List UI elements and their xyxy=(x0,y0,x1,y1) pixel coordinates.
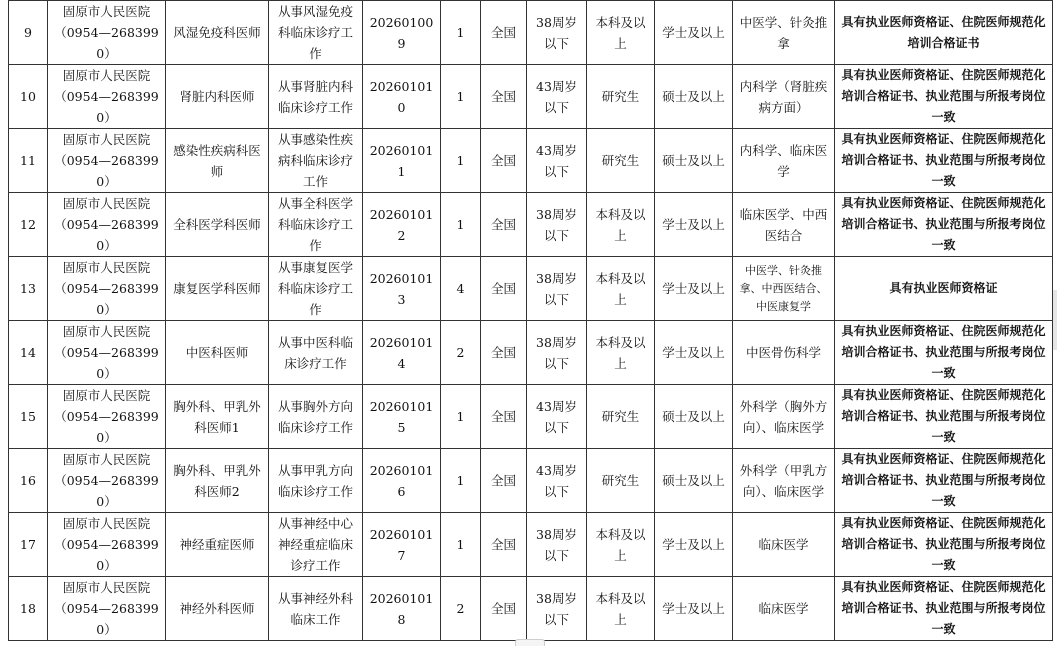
scrollbar-edge[interactable] xyxy=(1053,290,1057,350)
row-number: 13 xyxy=(9,257,48,321)
unit-name: 固原市人民医院 xyxy=(62,580,151,595)
table-row xyxy=(9,193,1053,257)
education-level: 研究生 xyxy=(587,129,655,193)
recruit-scope: 全国 xyxy=(481,449,527,513)
unit-phone: （0954—2683990） xyxy=(54,153,159,189)
age-limit: 38周岁以下 xyxy=(527,1,587,65)
unit-phone: （0954—2683990） xyxy=(54,25,159,61)
hiring-count: 2 xyxy=(441,321,481,385)
unit-phone: （0954—2683990） xyxy=(54,601,159,637)
hiring-unit-cell xyxy=(48,1,166,65)
major-requirement: 内科学（肾脏疾病方面） xyxy=(733,65,835,129)
position-name: 神经重症医师 xyxy=(166,513,269,577)
row-number: 15 xyxy=(9,385,48,449)
education-level: 本科及以上 xyxy=(587,257,655,321)
page-nav-handle[interactable] xyxy=(515,639,545,646)
position-code: 202601012 xyxy=(363,193,441,257)
hiring-unit-cell xyxy=(48,449,166,513)
hiring-count: 1 xyxy=(441,449,481,513)
education-level: 研究生 xyxy=(587,385,655,449)
degree-level: 学士及以上 xyxy=(655,513,733,577)
table-row xyxy=(9,129,1053,193)
position-duty: 从事肾脏内科临床诊疗工作 xyxy=(269,65,363,129)
row-number: 14 xyxy=(9,321,48,385)
table-row xyxy=(9,513,1053,577)
degree-level: 学士及以上 xyxy=(655,193,733,257)
education-level: 本科及以上 xyxy=(587,193,655,257)
age-limit: 38周岁以下 xyxy=(527,513,587,577)
degree-level: 学士及以上 xyxy=(655,1,733,65)
unit-phone: （0954—2683990） xyxy=(54,281,159,317)
table-row xyxy=(9,257,1053,321)
major-requirement: 中医学、针灸推拿、中西医结合、中医康复学 xyxy=(733,257,835,321)
row-number: 16 xyxy=(9,449,48,513)
row-number: 18 xyxy=(9,577,48,641)
major-requirement: 临床医学 xyxy=(733,577,835,641)
table-row xyxy=(9,321,1053,385)
major-requirement: 内科学、临床医学 xyxy=(733,129,835,193)
hiring-count: 1 xyxy=(441,513,481,577)
education-level: 研究生 xyxy=(587,65,655,129)
position-name: 全科医学科医师 xyxy=(166,193,269,257)
unit-name: 固原市人民医院 xyxy=(62,4,151,19)
hiring-unit-cell xyxy=(48,129,166,193)
position-duty: 从事神经中心神经重症临床诊疗工作 xyxy=(269,513,363,577)
position-name: 胸外科、甲乳外科医师1 xyxy=(166,385,269,449)
other-requirements: 具有执业医师资格证、住院医师规范化培训合格证书、执业范围与所报考岗位一致 xyxy=(835,129,1053,193)
other-requirements: 具有执业医师资格证、住院医师规范化培训合格证书、执业范围与所报考岗位一致 xyxy=(835,193,1053,257)
position-name: 感染性疾病科医师 xyxy=(166,129,269,193)
position-code: 202601017 xyxy=(363,513,441,577)
position-name: 胸外科、甲乳外科医师2 xyxy=(166,449,269,513)
degree-level: 学士及以上 xyxy=(655,321,733,385)
other-requirements: 具有执业医师资格证、住院医师规范化培训合格证书、执业范围与所报考岗位一致 xyxy=(835,385,1053,449)
age-limit: 43周岁以下 xyxy=(527,65,587,129)
row-number: 9 xyxy=(9,1,48,65)
position-duty: 从事感染性疾病科临床诊疗工作 xyxy=(269,129,363,193)
unit-name: 固原市人民医院 xyxy=(62,516,151,531)
recruitment-table xyxy=(8,0,1053,641)
unit-phone: （0954—2683990） xyxy=(54,345,159,381)
unit-name: 固原市人民医院 xyxy=(62,388,151,403)
other-requirements: 具有执业医师资格证、住院医师规范化培训合格证书、执业范围与所报考岗位一致 xyxy=(835,513,1053,577)
hiring-unit-cell xyxy=(48,385,166,449)
degree-level: 学士及以上 xyxy=(655,577,733,641)
recruit-scope: 全国 xyxy=(481,513,527,577)
other-requirements: 具有执业医师资格证、住院医师规范化培训合格证书、执业范围与所报考岗位一致 xyxy=(835,577,1053,641)
age-limit: 43周岁以下 xyxy=(527,129,587,193)
other-requirements: 具有执业医师资格证、住院医师规范化培训合格证书、执业范围与所报考岗位一致 xyxy=(835,65,1053,129)
education-level: 本科及以上 xyxy=(587,513,655,577)
unit-phone: （0954—2683990） xyxy=(54,473,159,509)
major-requirement: 外科学（甲乳方向）、临床医学 xyxy=(733,449,835,513)
unit-name: 固原市人民医院 xyxy=(62,324,151,339)
hiring-count: 1 xyxy=(441,193,481,257)
other-requirements: 具有执业医师资格证、住院医师规范化培训合格证书 xyxy=(835,1,1053,65)
recruit-scope: 全国 xyxy=(481,385,527,449)
hiring-count: 4 xyxy=(441,257,481,321)
position-code: 202601016 xyxy=(363,449,441,513)
age-limit: 43周岁以下 xyxy=(527,449,587,513)
recruit-scope: 全国 xyxy=(481,193,527,257)
unit-name: 固原市人民医院 xyxy=(62,260,151,275)
position-duty: 从事胸外方向临床诊疗工作 xyxy=(269,385,363,449)
position-code: 202601009 xyxy=(363,1,441,65)
hiring-count: 2 xyxy=(441,577,481,641)
age-limit: 43周岁以下 xyxy=(527,385,587,449)
hiring-unit-cell xyxy=(48,193,166,257)
hiring-unit-cell xyxy=(48,577,166,641)
education-level: 本科及以上 xyxy=(587,577,655,641)
other-requirements: 具有执业医师资格证、住院医师规范化培训合格证书、执业范围与所报考岗位一致 xyxy=(835,321,1053,385)
unit-name: 固原市人民医院 xyxy=(62,452,151,467)
unit-phone: （0954—2683990） xyxy=(54,217,159,253)
hiring-count: 1 xyxy=(441,385,481,449)
table-body xyxy=(9,1,1053,641)
degree-level: 学士及以上 xyxy=(655,257,733,321)
education-level: 本科及以上 xyxy=(587,321,655,385)
recruit-scope: 全国 xyxy=(481,257,527,321)
position-name: 康复医学科医师 xyxy=(166,257,269,321)
table-row xyxy=(9,449,1053,513)
hiring-count: 1 xyxy=(441,129,481,193)
recruit-scope: 全国 xyxy=(481,65,527,129)
age-limit: 38周岁以下 xyxy=(527,257,587,321)
position-name: 肾脏内科医师 xyxy=(166,65,269,129)
unit-phone: （0954—2683990） xyxy=(54,537,159,573)
degree-level: 硕士及以上 xyxy=(655,65,733,129)
recruit-scope: 全国 xyxy=(481,129,527,193)
row-number: 10 xyxy=(9,65,48,129)
row-number: 17 xyxy=(9,513,48,577)
age-limit: 38周岁以下 xyxy=(527,577,587,641)
position-name: 中医科医师 xyxy=(166,321,269,385)
degree-level: 硕士及以上 xyxy=(655,385,733,449)
row-number: 12 xyxy=(9,193,48,257)
position-duty: 从事中医科临床诊疗工作 xyxy=(269,321,363,385)
position-code: 202601013 xyxy=(363,257,441,321)
unit-phone: （0954—2683990） xyxy=(54,409,159,445)
table-row xyxy=(9,65,1053,129)
position-code: 202601014 xyxy=(363,321,441,385)
hiring-unit-cell xyxy=(48,257,166,321)
position-code: 202601018 xyxy=(363,577,441,641)
major-requirement: 临床医学 xyxy=(733,513,835,577)
other-requirements: 具有执业医师资格证、住院医师规范化培训合格证书、执业范围与所报考岗位一致 xyxy=(835,449,1053,513)
hiring-count: 1 xyxy=(441,65,481,129)
major-requirement: 外科学（胸外方向）、临床医学 xyxy=(733,385,835,449)
position-name: 风湿免疫科医师 xyxy=(166,1,269,65)
position-code: 202601015 xyxy=(363,385,441,449)
age-limit: 38周岁以下 xyxy=(527,321,587,385)
education-level: 本科及以上 xyxy=(587,1,655,65)
position-duty: 从事康复医学科临床诊疗工作 xyxy=(269,257,363,321)
recruit-scope: 全国 xyxy=(481,1,527,65)
degree-level: 硕士及以上 xyxy=(655,449,733,513)
hiring-count: 1 xyxy=(441,1,481,65)
position-code: 202601010 xyxy=(363,65,441,129)
unit-name: 固原市人民医院 xyxy=(62,132,151,147)
table-row xyxy=(9,577,1053,641)
unit-phone: （0954—2683990） xyxy=(54,89,159,125)
position-name: 神经外科医师 xyxy=(166,577,269,641)
table-row xyxy=(9,385,1053,449)
recruit-scope: 全国 xyxy=(481,321,527,385)
recruit-scope: 全国 xyxy=(481,577,527,641)
major-requirement: 中医学、针灸推拿 xyxy=(733,1,835,65)
position-duty: 从事神经外科临床工作 xyxy=(269,577,363,641)
table-row xyxy=(9,1,1053,65)
hiring-unit-cell xyxy=(48,65,166,129)
position-code: 202601011 xyxy=(363,129,441,193)
unit-name: 固原市人民医院 xyxy=(62,196,151,211)
other-requirements: 具有执业医师资格证 xyxy=(835,257,1053,321)
major-requirement: 中医骨伤科学 xyxy=(733,321,835,385)
education-level: 研究生 xyxy=(587,449,655,513)
position-duty: 从事甲乳方向临床诊疗工作 xyxy=(269,449,363,513)
row-number: 11 xyxy=(9,129,48,193)
hiring-unit-cell xyxy=(48,513,166,577)
hiring-unit-cell xyxy=(48,321,166,385)
age-limit: 38周岁以下 xyxy=(527,193,587,257)
major-requirement: 临床医学、中西医结合 xyxy=(733,193,835,257)
position-duty: 从事全科医学科临床诊疗工作 xyxy=(269,193,363,257)
position-duty: 从事风湿免疫科临床诊疗工作 xyxy=(269,1,363,65)
unit-name: 固原市人民医院 xyxy=(62,68,151,83)
degree-level: 硕士及以上 xyxy=(655,129,733,193)
